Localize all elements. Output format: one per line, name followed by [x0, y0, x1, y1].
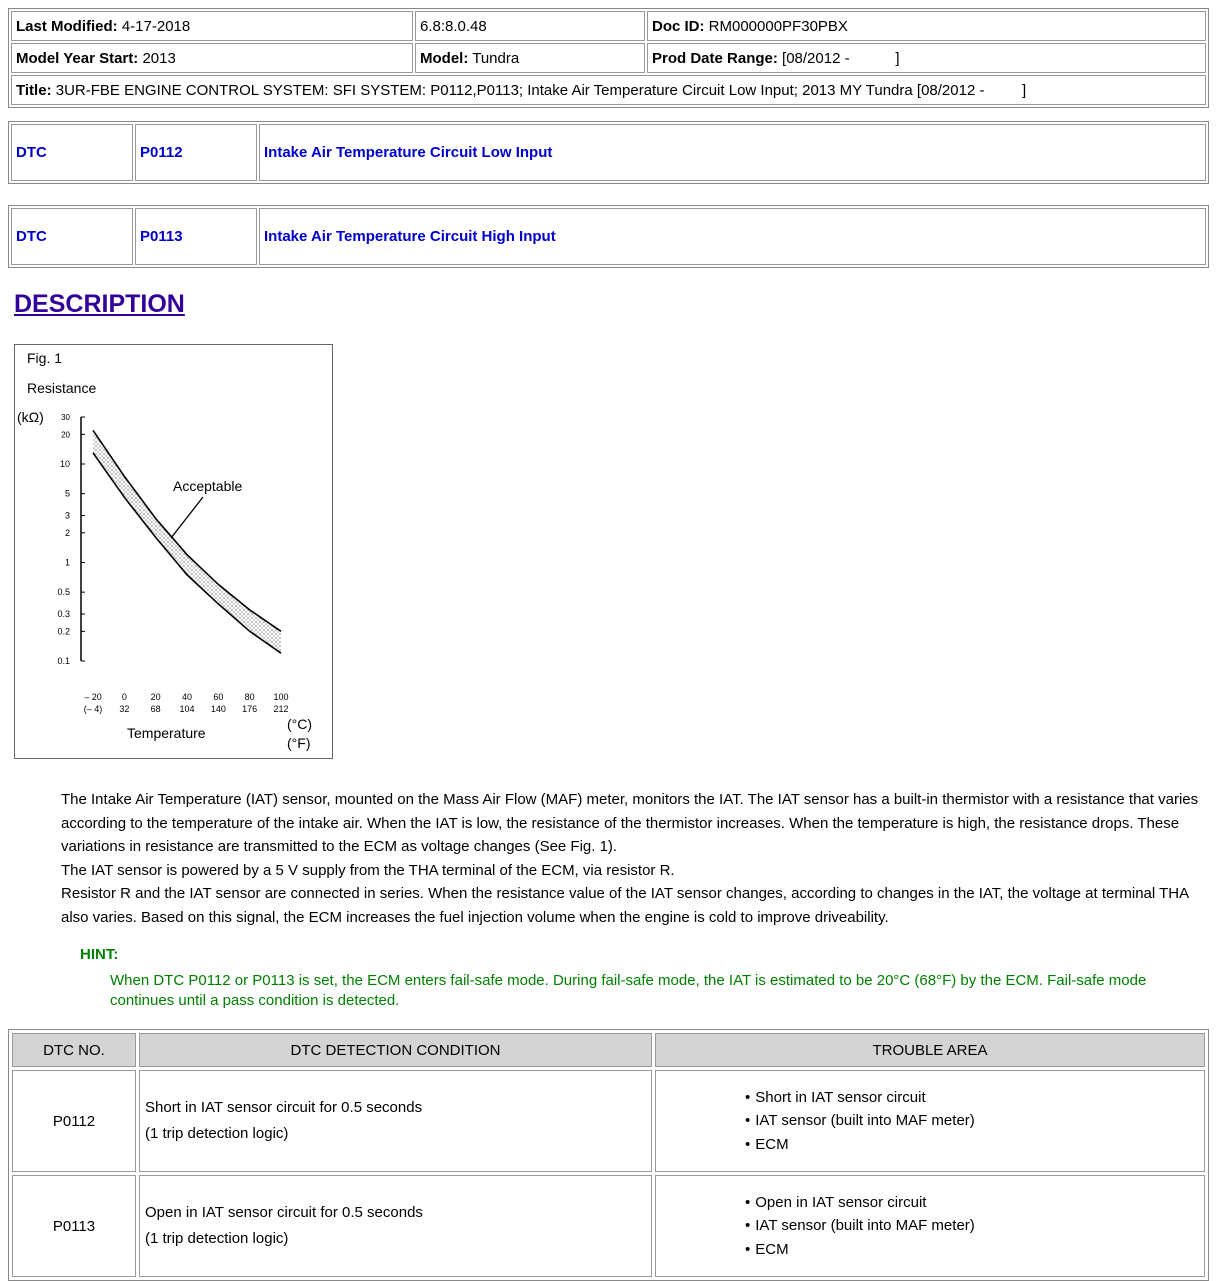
hint-text: When DTC P0112 or P0113 is set, the ECM enters fail-safe mode. During fail-safe mode, the IAT is estimated to be 20°C (68°F) by the ECM. Fail-safe mode continues until a pass condition is detected. [110, 972, 1147, 1009]
col-header-trouble-area: TROUBLE AREA [655, 1033, 1205, 1067]
last-modified-cell: Last Modified: 4-17-2018 [11, 11, 413, 41]
detection-condition-table [8, 1029, 1209, 1281]
x-tick-label-celsius: 60 [213, 692, 224, 702]
list-item: • Short in IAT sensor circuit [745, 1086, 1203, 1110]
model-value: Tundra [472, 49, 520, 67]
dtc-p0112-table [8, 121, 1209, 184]
x-tick-label-celsius: 20 [150, 692, 161, 702]
y-tick-label: 3 [64, 510, 70, 521]
x-tick-label-fahrenheit: 176 [242, 704, 258, 714]
x-tick-label-fahrenheit: 212 [273, 704, 289, 714]
last-modified-value: 4-17-2018 [121, 17, 191, 35]
row-trouble-area [655, 1070, 1205, 1172]
title-value: 3UR-FBE ENGINE CONTROL SYSTEM: SFI SYSTEM: P0112,P0113; Intake Air Temperature Circuit Low Input; 2013 MY Tundra [08/2012 - ] [55, 81, 1027, 99]
col-header-detection-condition: DTC DETECTION CONDITION [139, 1033, 652, 1067]
x-tick-label-celsius: 100 [273, 692, 289, 702]
y-tick-label: 1 [64, 557, 70, 568]
acceptable-label: Acceptable [173, 478, 243, 494]
x-axis-ticks [84, 692, 289, 714]
x-axis-title: Temperature [127, 725, 206, 741]
col-header-dtc-no: DTC NO. [12, 1033, 136, 1067]
description-text [61, 788, 1206, 929]
paragraph-3: Resistor R and the IAT sensor are connected in series. When the resistance value of the IAT sensor changes, according to changes in the IAT, the voltage at terminal THA also varies. Based on this signal, the ECM increases the fuel injection volume when the engine is cold to improve driveability. [61, 885, 1189, 926]
list-item: • ECM [745, 1133, 1203, 1157]
model-year-value: 2013 [142, 49, 176, 67]
y-tick-label: 5 [64, 488, 70, 499]
paragraph-2: The IAT sensor is powered by a 5 V supply from the THA terminal of the ECM, via resistor R. [61, 861, 675, 879]
list-item: • IAT sensor (built into MAF meter) [745, 1214, 1203, 1238]
x-tick-label-celsius: 0 [121, 692, 127, 702]
x-tick-label-fahrenheit: 32 [119, 704, 130, 714]
figure-1 [14, 344, 333, 759]
x-tick-label-celsius: 40 [181, 692, 193, 702]
acceptable-pointer [171, 497, 203, 538]
resistance-temperature-chart [15, 345, 332, 758]
acceptable-band [93, 430, 281, 653]
dtc-code: P0113 [135, 208, 257, 265]
row-condition: Short in IAT sensor circuit for 0.5 seconds (1 trip detection logic) [139, 1070, 652, 1172]
model-year-cell: Model Year Start: 2013 [11, 43, 413, 73]
hint-title: HINT: [80, 946, 119, 963]
list-item: • ECM [745, 1238, 1203, 1262]
x-tick-label-fahrenheit: 140 [210, 704, 226, 714]
row-trouble-area [655, 1175, 1205, 1277]
row-dtc-code: P0113 [12, 1175, 136, 1277]
list-item: • IAT sensor (built into MAF meter) [745, 1109, 1203, 1133]
table-row [12, 1175, 1205, 1277]
table-row [12, 1070, 1205, 1172]
title-cell: Title: 3UR-FBE ENGINE CONTROL SYSTEM: SFI SYSTEM: P0112,P0113; Intake Air Temperature Circuit Low Input; 2013 MY Tundra [08/2012 - ] [11, 75, 1206, 105]
version-cell: 6.8:8.0.48 [415, 11, 645, 41]
y-tick-label: 0.3 [57, 609, 70, 620]
x-tick-label-fahrenheit: 68 [150, 704, 161, 714]
y-axis-unit: (kΩ) [17, 409, 44, 425]
x-tick-label-celsius: – 20 [84, 692, 102, 702]
dtc-name: Intake Air Temperature Circuit High Input [259, 208, 1206, 265]
y-axis-title: Resistance [27, 380, 97, 396]
x-tick-label-celsius: 80 [244, 692, 255, 702]
dtc-name: Intake Air Temperature Circuit Low Input [259, 124, 1206, 181]
x-tick-label-fahrenheit: 104 [179, 704, 195, 714]
y-tick-label: 10 [59, 458, 70, 469]
prod-range-cell: Prod Date Range: [08/2012 - ] [647, 43, 1206, 73]
unit-celsius: (°C) [287, 716, 313, 732]
y-tick-label: 0.1 [57, 656, 70, 666]
document-header [8, 8, 1209, 108]
x-tick-label-fahrenheit: (– 4) [83, 704, 103, 714]
model-cell: Model: Tundra [415, 43, 645, 73]
y-tick-label: 30 [61, 413, 70, 422]
description-heading: DESCRIPTION [14, 290, 185, 318]
doc-id-value: RM000000PF30PBX [708, 17, 848, 35]
paragraph-1: The Intake Air Temperature (IAT) sensor, mounted on the Mass Air Flow (MAF) meter, monitors the IAT. The IAT sensor has a built-in thermistor with a resistance that varies according to the temperature of the intake air. When the IAT is low, the resistance of the thermistor increases. When the temperature is high, the resistance drops. These variations in resistance are transmitted to the ECM as voltage changes (See Fig. 1). [61, 791, 1199, 855]
fig-label: Fig. 1 [27, 350, 63, 366]
dtc-code: P0112 [135, 124, 257, 181]
y-tick-label: 0.2 [57, 626, 70, 637]
y-tick-label: 2 [64, 527, 70, 538]
row-dtc-code: P0112 [12, 1070, 136, 1172]
prod-range-value: [08/2012 - ] [782, 49, 900, 67]
y-tick-label: 20 [61, 430, 70, 440]
row-condition: Open in IAT sensor circuit for 0.5 seconds (1 trip detection logic) [139, 1175, 652, 1277]
dtc-label: DTC [11, 208, 133, 265]
dtc-p0113-table [8, 205, 1209, 268]
dtc-label: DTC [11, 124, 133, 181]
upper-limit-line [93, 430, 281, 631]
list-item: • Open in IAT sensor circuit [745, 1191, 1203, 1215]
doc-id-cell: Doc ID: RM000000PF30PBX [647, 11, 1206, 41]
y-tick-label: 0.5 [57, 587, 70, 598]
unit-fahrenheit: (°F) [287, 735, 311, 751]
